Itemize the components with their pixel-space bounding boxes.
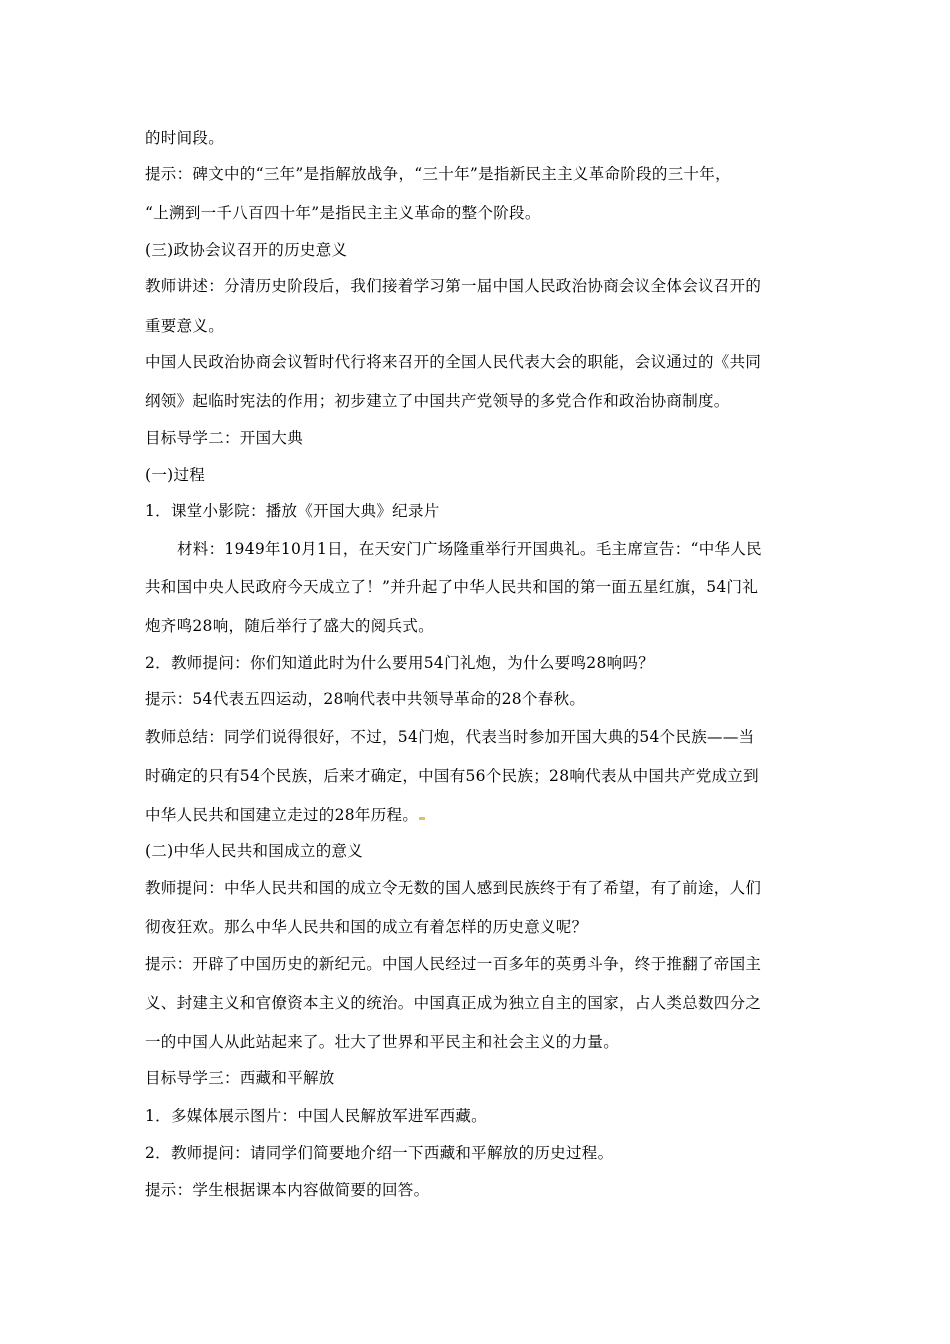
text-line: 提示：碑文中的“三年”是指解放战争，“三十年”是指新民主主义革命阶段的三十年， (145, 165, 731, 183)
list-item: 2．教师提问：请同学们简要地介绍一下西藏和平解放的历史过程。 (145, 1144, 614, 1162)
list-item: 1．多媒体展示图片：中国人民解放军进军西藏。 (145, 1107, 487, 1125)
section-heading: (三)政协会议召开的历史意义 (145, 241, 348, 259)
text-line: 材料：1949年10月1日，在天安门广场隆重举行开国典礼。毛主席宣告：“中华人民 (177, 540, 762, 558)
text-line: 纲领》起临时宪法的作用；初步建立了中国共产党领导的多党合作和政治协商制度。 (145, 392, 730, 410)
text-line: 义、封建主义和官僚资本主义的统治。中国真正成为独立自主的国家，占人类总数四分之 (145, 994, 762, 1012)
text-line: 时确定的只有54个民族，后来才确定，中国有56个民族；28响代表从中国共产党成立到 (145, 767, 759, 785)
section-heading: 目标导学三：西藏和平解放 (145, 1069, 335, 1087)
list-item: 2．教师提问：你们知道此时为什么要用54门礼炮，为什么要鸣28响吗？ (145, 654, 655, 672)
section-heading: (二)中华人民共和国成立的意义 (145, 842, 364, 860)
list-item: 1．课堂小影院：播放《开国大典》纪录片 (145, 502, 440, 520)
text-line: 中国人民政治协商会议暂时代行将来召开的全国人民代表大会的职能，会议通过的《共同 (145, 353, 762, 371)
text-line-content: 中华人民共和国建立走过的28年历程。 (145, 806, 419, 824)
text-line: 教师总结：同学们说得很好，不过，54门炮，代表当时参加开国大典的54个民族——当 (145, 728, 755, 746)
text-line: 共和国中央人民政府今天成立了！”并升起了中华人民共和国的第一面五星红旗，54门礼 (145, 578, 759, 596)
highlight-mark (419, 817, 425, 820)
text-line (145, 805, 425, 825)
text-line: 提示：开辟了中国历史的新纪元。中国人民经过一百多年的英勇斗争，终于推翻了帝国主 (145, 955, 762, 973)
text-line: 炮齐鸣28响，随后举行了盛大的阅兵式。 (145, 617, 434, 635)
text-line: 的时间段。 (145, 129, 225, 147)
text-line: 彻夜狂欢。那么中华人民共和国的成立有着怎样的历史意义呢？ (145, 918, 588, 936)
text-line: 提示：54代表五四运动，28响代表中共领导革命的28个春秋。 (145, 690, 586, 708)
text-line: 提示：学生根据课本内容做简要的回答。 (145, 1181, 430, 1199)
text-line: 一的中国人从此站起来了。壮大了世界和平民主和社会主义的力量。 (145, 1033, 620, 1051)
text-line: 教师讲述：分清历史阶段后，我们接着学习第一届中国人民政治协商会议全体会议召开的 (145, 277, 762, 295)
text-line: 教师提问：中华人民共和国的成立令无数的国人感到民族终于有了希望，有了前途，人们 (145, 879, 762, 897)
text-line: 重要意义。 (145, 317, 225, 335)
text-line: “上溯到一千八百四十年”是指民主主义革命的整个阶段。 (145, 204, 541, 222)
section-heading: 目标导学二：开国大典 (145, 429, 304, 447)
section-heading: (一)过程 (145, 466, 206, 484)
